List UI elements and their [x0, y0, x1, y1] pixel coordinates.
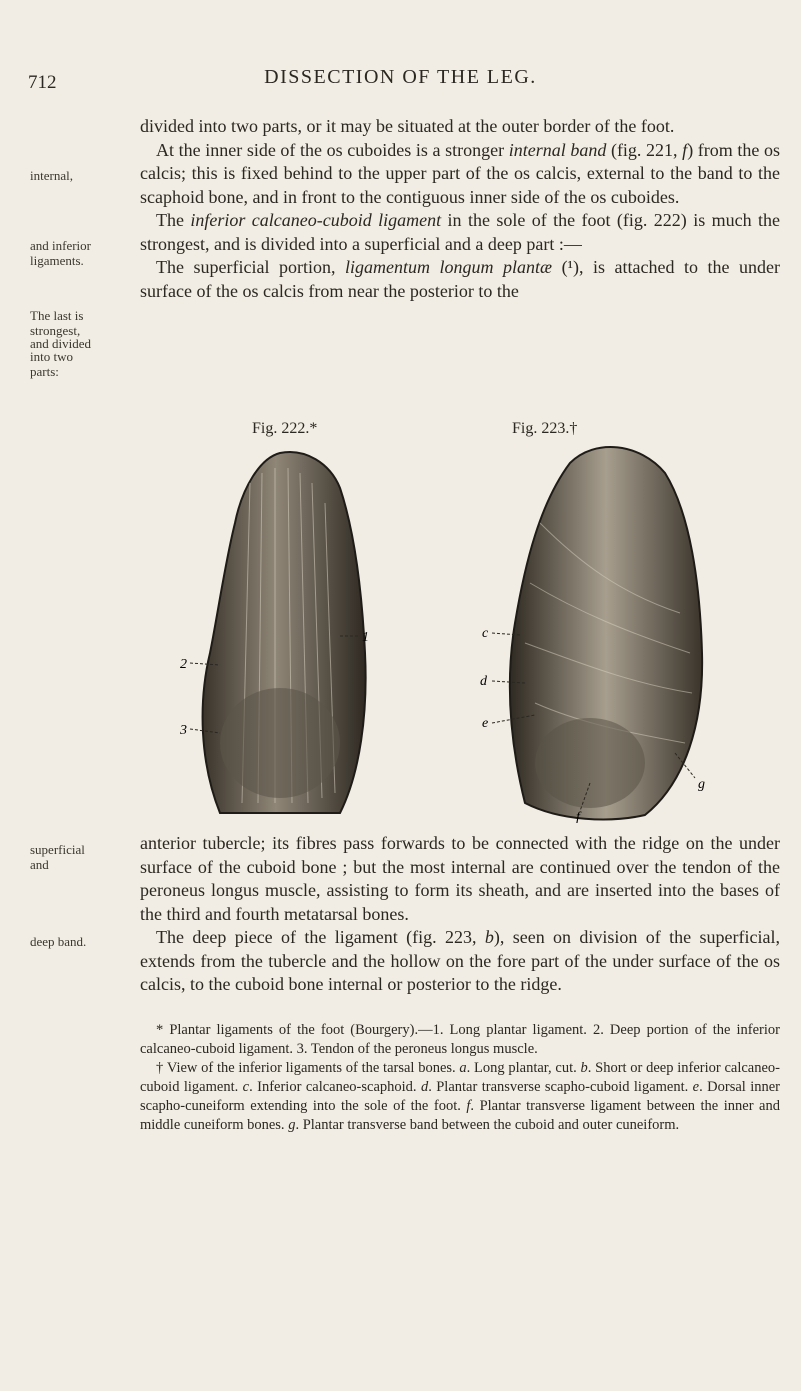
fig-223-label-e: e [482, 716, 489, 731]
paragraph-4: The superficial portion, ligamentum longum plantæ (¹), is attached to the under surface of the os calcis from near the posterior to the [140, 257, 781, 301]
margin-note-deep: deep band. [30, 934, 87, 949]
footnotes [140, 1021, 780, 1135]
margin-note-last-5: parts: [30, 364, 59, 379]
running-head: DISSECTION OF THE LEG. [264, 66, 537, 88]
fig-222-label-3: 3 [180, 723, 187, 738]
fig-222-label-1: 1 [362, 630, 369, 645]
fig-223-label-c: c [482, 626, 489, 641]
page-number: 712 [28, 72, 57, 93]
paragraph-1: divided into two parts, or it may be situated at the outer border of the foot. [140, 116, 675, 136]
fig-222-illustration [180, 443, 380, 828]
fig-222-label-2: 2 [180, 657, 187, 672]
margin-note-last-3: and divided [30, 336, 92, 351]
margin-note-superficial-2: and [30, 857, 49, 872]
margin-note-inferior-1: and inferior [30, 238, 92, 253]
paragraph-2: At the inner side of the os cuboides is a stronger internal band (fig. 221, f) from the os calcis; this is fixed behind to the upper part of the os calcis, external to the band to the scaphoid bone, and in front to the contiguous inner side of the os cuboides. [140, 139, 781, 207]
paragraph-6: The deep piece of the ligament (fig. 223, b), seen on division of the superficial, extends from the tubercle and the hollow on the fore part of the under surface of the os calcis, to the cuboid bone internal or posterior to the ridge. [140, 927, 780, 994]
paragraph-3: The inferior calcaneo-cuboid ligament in the sole of the foot (fig. 222) is much the strongest, and is divided into a superficial and a deep part :— [140, 210, 780, 254]
margin-note-last-4: into two [30, 349, 73, 364]
fig-223-label-g: g [698, 777, 705, 792]
body-text-upper [140, 115, 780, 303]
footnote-fig-222: * Plantar ligaments of the foot (Bourgery).—1. Long plantar ligament. 2. Deep portion of the inferior calcaneo-cuboid ligament. 3. Tendon of the peroneus longus muscle. [140, 1022, 780, 1057]
margin-note-internal: internal, [30, 168, 73, 183]
fig-223-label-d: d [480, 674, 487, 689]
margin-note-last-1: The last is [30, 308, 84, 323]
fig-222-heel [220, 688, 340, 798]
fig-223-label-f: f [576, 810, 580, 823]
paragraph-5: anterior tubercle; its fibres pass forwards to be connected with the ridge on the under surface of the cuboid bone ; but the most internal are continued over the tendon of the peroneus longus muscle, assisting to form its sheath, and are inserted into the bases of the third and fourth metatarsal bones. [140, 833, 780, 924]
body-text-lower [140, 832, 780, 997]
margin-note-superficial-1: superficial [30, 842, 85, 857]
fig-223-heel [535, 718, 645, 808]
fig-222-caption: Fig. 222.* [252, 420, 318, 437]
fig-223-illustration [480, 443, 720, 828]
footnote-fig-223: † View of the inferior ligaments of the tarsal bones. a. Long plantar, cut. b. Short or deep inferior calcaneo-cuboid ligament. c. Inferior calcaneo-scaphoid. d. Plantar transverse scapho-cuboid ligament. e. Dorsal inner scapho-cuneiform extending into the sole of the foot. f. Plantar transverse ligament between the inner and middle cuneiform bones. g. Plantar transverse band between the cuboid and outer cuneiform. [140, 1060, 781, 1133]
fig-223-drawing [480, 443, 720, 823]
fig-222-drawing [180, 443, 380, 823]
fig-223-caption: Fig. 223.† [512, 420, 578, 437]
margin-note-inferior-2: ligaments. [30, 253, 84, 268]
margin-note-last-2: strongest, [30, 323, 81, 338]
